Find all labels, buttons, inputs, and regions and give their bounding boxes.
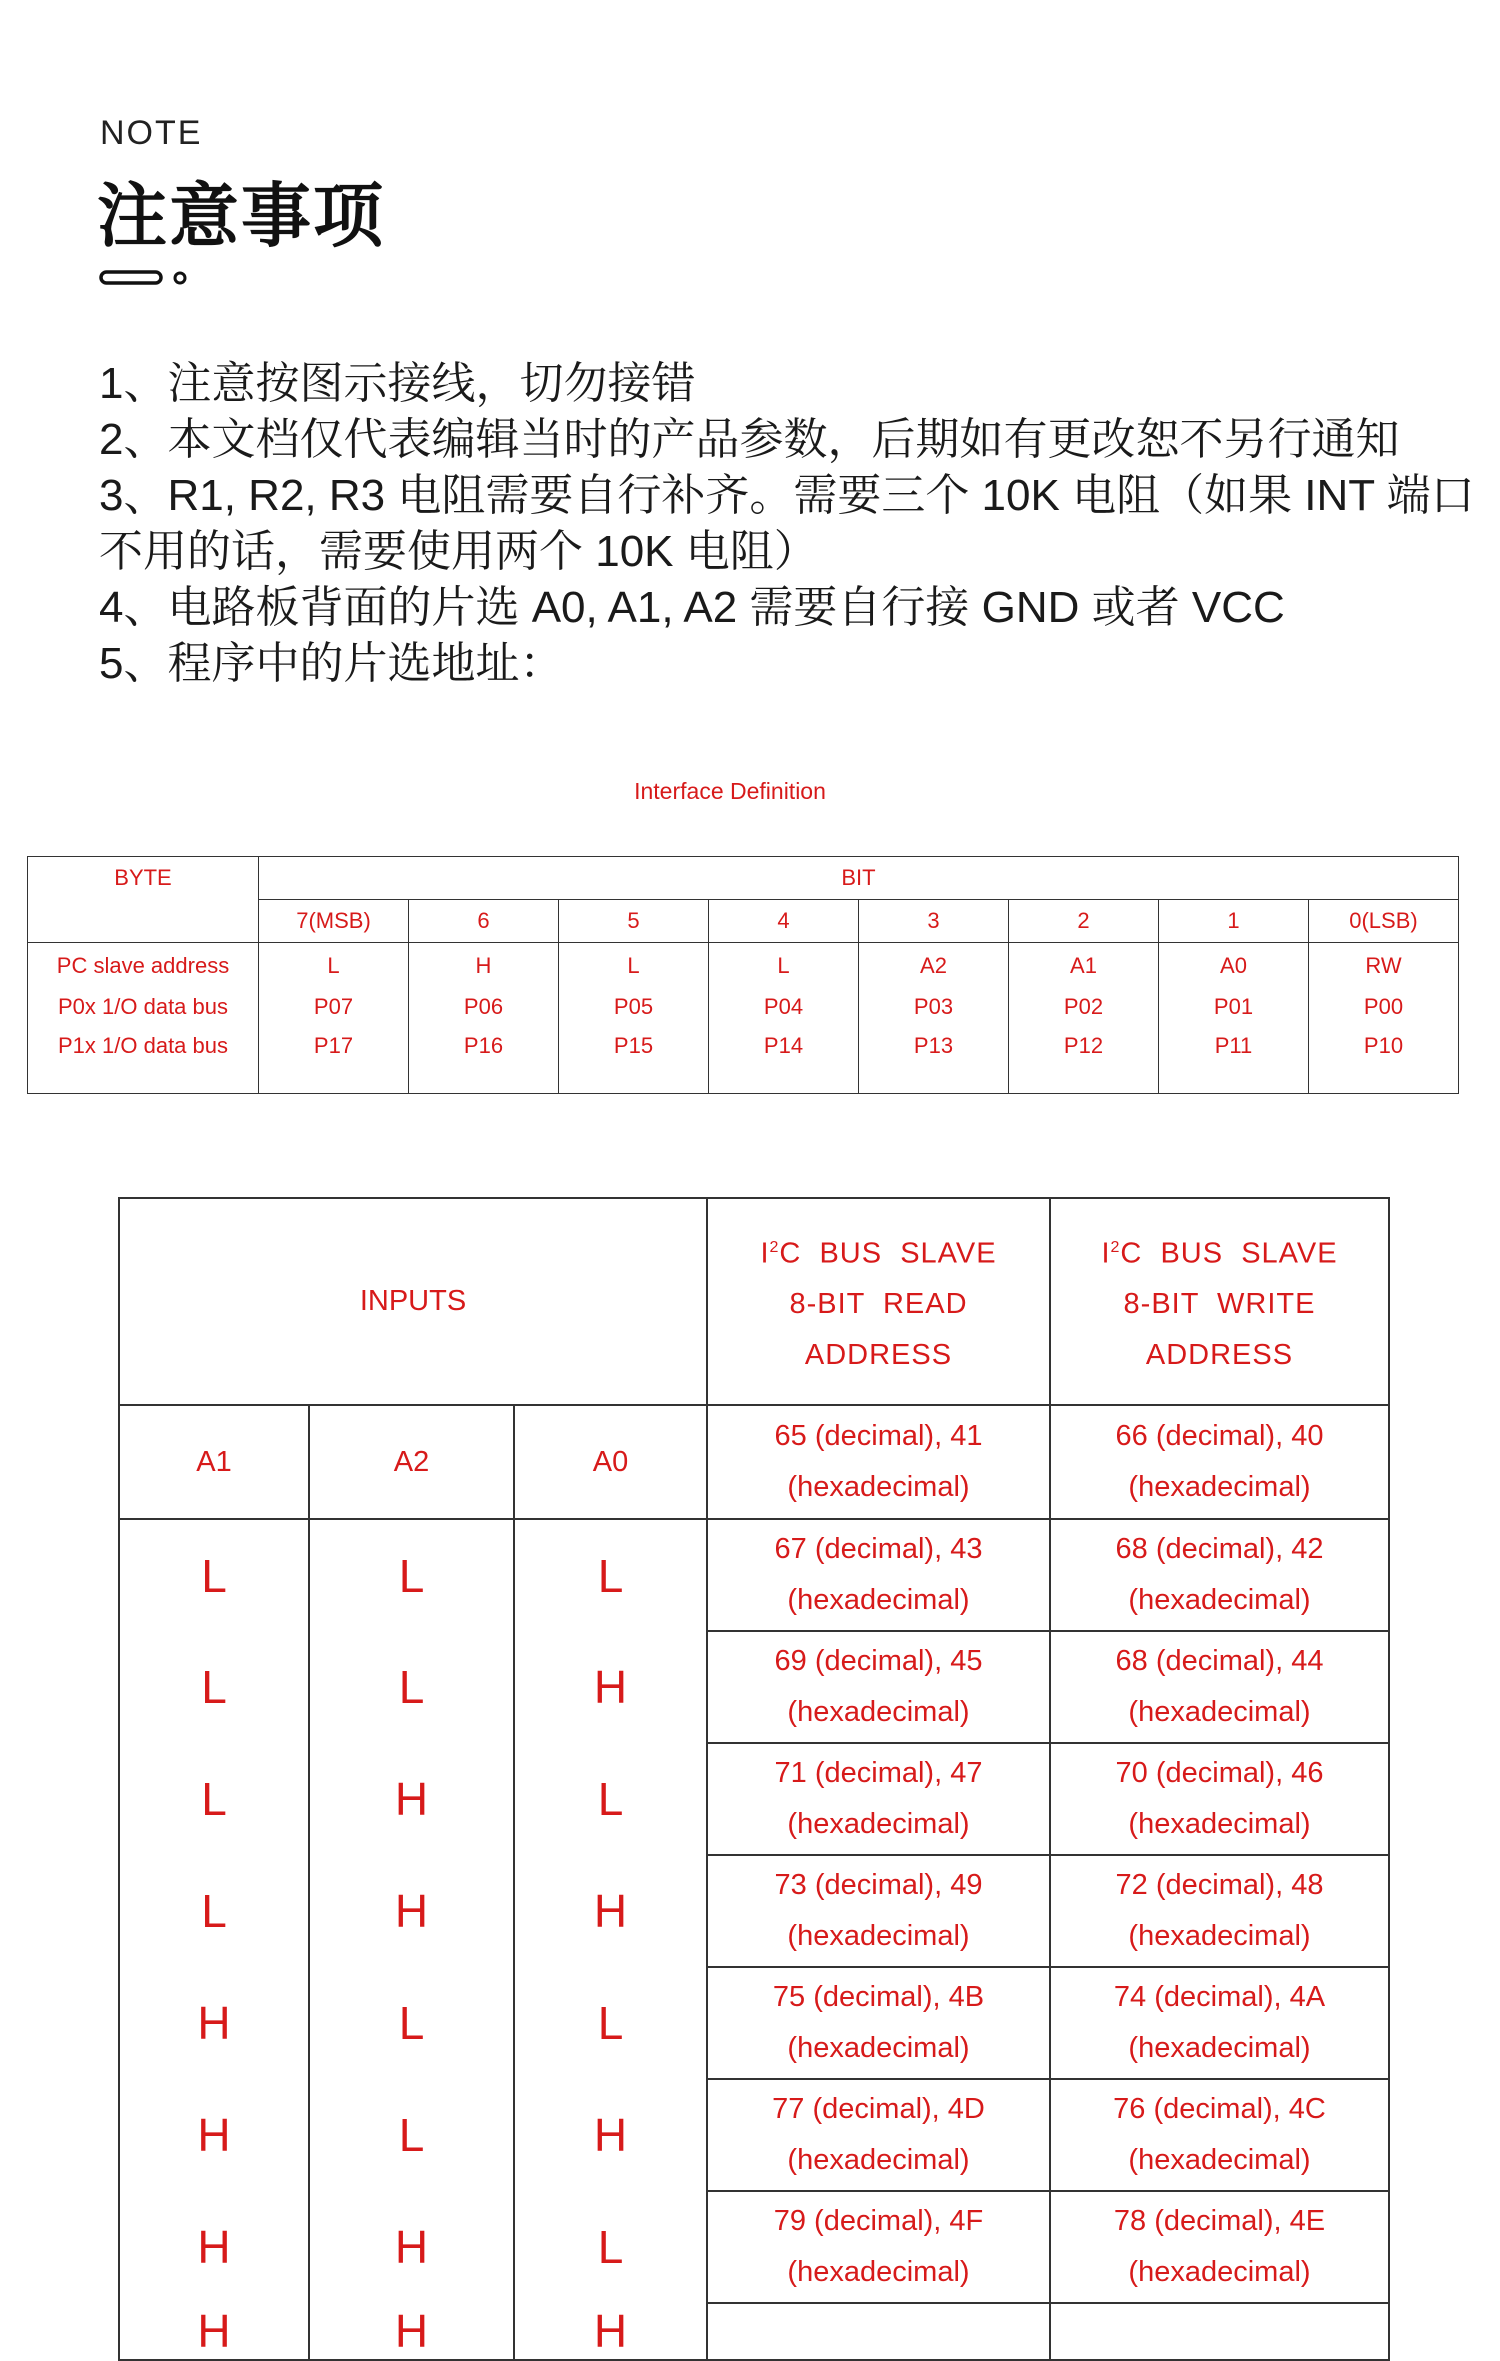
table-cell: P05 [559, 986, 709, 1027]
address-table [118, 1197, 1390, 2361]
read-address-cell: 69 (decimal), 45 (hexadecimal) [707, 1631, 1050, 1743]
input-level: H [514, 1631, 707, 1743]
write-header-line: $I^2C$ BUS SLAVE [1101, 1237, 1338, 1270]
table-cell: P11 [1159, 1027, 1309, 1094]
write-address-header [1050, 1198, 1389, 1405]
table-cell: P14 [709, 1027, 859, 1094]
byte-header: BYTE [28, 857, 259, 943]
note-item: 1、注意按图示接线，切勿接错 [99, 359, 696, 408]
table-row [119, 1855, 1389, 1967]
read-header-line: $I^2C$ BUS SLAVE [760, 1237, 997, 1270]
table-row [119, 1519, 1389, 1631]
table-cell: P17 [259, 1027, 409, 1094]
bit-cell: 7(MSB) [259, 900, 409, 943]
title-underline-icon [99, 268, 195, 288]
table-cell: L [259, 943, 409, 987]
write-address-cell: 76 (decimal), 4C (hexadecimal) [1050, 2079, 1389, 2191]
write-header-line: ADDRESS [1145, 1339, 1294, 1372]
input-level: L [514, 1519, 707, 1631]
table-cell: P07 [259, 986, 409, 1027]
table-cell: P04 [709, 986, 859, 1027]
input-level: H [309, 1855, 514, 1967]
read-address-cell: 75 (decimal), 4B (hexadecimal) [707, 1967, 1050, 2079]
table-cell: H [409, 943, 559, 987]
bit-cell: 1 [1159, 900, 1309, 943]
input-col-a2: A2 [309, 1405, 514, 1519]
table-cell: P15 [559, 1027, 709, 1094]
input-level: H [309, 2191, 514, 2303]
input-level: L [309, 1631, 514, 1743]
read-address-cell [707, 2303, 1050, 2360]
input-level: H [514, 1855, 707, 1967]
note-item: 2、本文档仅代表编辑当时的产品参数，后期如有更改恕不另行通知 [99, 415, 1400, 464]
table-row [119, 1743, 1389, 1855]
table-row [119, 2303, 1389, 2360]
write-address-cell: 68 (decimal), 44 (hexadecimal) [1050, 1631, 1389, 1743]
table-cell: A2 [859, 943, 1009, 987]
table-row [28, 1027, 1459, 1094]
read-address-cell: 73 (decimal), 49 (hexadecimal) [707, 1855, 1050, 1967]
read-address-cell: 79 (decimal), 4F (hexadecimal) [707, 2191, 1050, 2303]
input-level: L [309, 1967, 514, 2079]
read-address-cell: 65 (decimal), 41 (hexadecimal) [707, 1405, 1050, 1519]
input-level: H [309, 2303, 514, 2360]
input-level: L [309, 1519, 514, 1631]
table-cell: P16 [409, 1027, 559, 1094]
input-level: L [514, 1967, 707, 2079]
interface-caption: Interface Definition [634, 778, 826, 804]
write-address-cell: 70 (decimal), 46 (hexadecimal) [1050, 1743, 1389, 1855]
interface-definition-table [27, 856, 1459, 1094]
table-cell: RW [1309, 943, 1459, 987]
input-col-a0: A0 [514, 1405, 707, 1519]
input-level: H [514, 2079, 707, 2191]
table-cell: L [709, 943, 859, 987]
table-cell: P13 [859, 1027, 1009, 1094]
input-level: H [309, 1743, 514, 1855]
write-header-line: 8-BIT WRITE [1123, 1288, 1316, 1321]
read-address-header [707, 1198, 1050, 1405]
input-level: L [119, 1631, 309, 1743]
inputs-header: INPUTS [119, 1198, 707, 1405]
table-cell: P10 [1309, 1027, 1459, 1094]
input-level: L [514, 1743, 707, 1855]
table-row [28, 986, 1459, 1027]
bit-cell: 6 [409, 900, 559, 943]
row-label: P0x 1/O data bus [28, 986, 259, 1027]
input-level: H [119, 2191, 309, 2303]
read-address-cell: 77 (decimal), 4D (hexadecimal) [707, 2079, 1050, 2191]
write-address-cell: 66 (decimal), 40 (hexadecimal) [1050, 1405, 1389, 1519]
row-label: PC slave address [28, 943, 259, 987]
table-cell: A0 [1159, 943, 1309, 987]
notes-list [99, 356, 1479, 692]
row-label: P1x 1/O data bus [28, 1027, 259, 1094]
table-row [119, 1631, 1389, 1743]
page-title: 注意事项 [97, 177, 385, 255]
input-col-a1: A1 [119, 1405, 309, 1519]
table-cell: P12 [1009, 1027, 1159, 1094]
bit-cell: 2 [1009, 900, 1159, 943]
read-header-line: 8-BIT READ [789, 1288, 968, 1321]
table-cell: P02 [1009, 986, 1159, 1027]
bit-cell: 3 [859, 900, 1009, 943]
table-cell: P01 [1159, 986, 1309, 1027]
input-level: L [514, 2191, 707, 2303]
write-address-cell: 68 (decimal), 42 (hexadecimal) [1050, 1519, 1389, 1631]
bit-cell: 0(LSB) [1309, 900, 1459, 943]
note-label: NOTE [100, 114, 203, 152]
input-level: H [119, 2079, 309, 2191]
input-level: H [119, 2303, 309, 2360]
table-cell: P06 [409, 986, 559, 1027]
table-row [28, 943, 1459, 987]
table-row [119, 2191, 1389, 2303]
table-cell: A1 [1009, 943, 1159, 987]
input-level: L [119, 1855, 309, 1967]
bit-cell: 4 [709, 900, 859, 943]
input-level: H [514, 2303, 707, 2360]
write-address-cell [1050, 2303, 1389, 2360]
note-item: 5、程序中的片选地址： [99, 639, 564, 688]
table-row [119, 2079, 1389, 2191]
input-level: L [119, 1743, 309, 1855]
input-level: L [119, 1519, 309, 1631]
write-address-cell: 74 (decimal), 4A (hexadecimal) [1050, 1967, 1389, 2079]
table-cell: L [559, 943, 709, 987]
bit-header: BIT [259, 857, 1459, 900]
read-header-line: ADDRESS [804, 1339, 953, 1372]
bit-cell: 5 [559, 900, 709, 943]
write-address-cell: 78 (decimal), 4E (hexadecimal) [1050, 2191, 1389, 2303]
write-address-cell: 72 (decimal), 48 (hexadecimal) [1050, 1855, 1389, 1967]
input-level: H [119, 1967, 309, 2079]
read-address-cell: 71 (decimal), 47 (hexadecimal) [707, 1743, 1050, 1855]
table-cell: P03 [859, 986, 1009, 1027]
note-item: 4、电路板背面的片选 A0, A1, A2 需要自行接 GND 或者 VCC [99, 583, 1285, 632]
read-address-cell: 67 (decimal), 43 (hexadecimal) [707, 1519, 1050, 1631]
input-level: L [309, 2079, 514, 2191]
table-cell: P00 [1309, 986, 1459, 1027]
note-item: 3、R1, R2, R3 电阻需要自行补齐。需要三个 10K 电阻（如果 INT 端口不用的话，需要使用两个 10K 电阻） [99, 471, 1475, 576]
table-row [119, 1967, 1389, 2079]
